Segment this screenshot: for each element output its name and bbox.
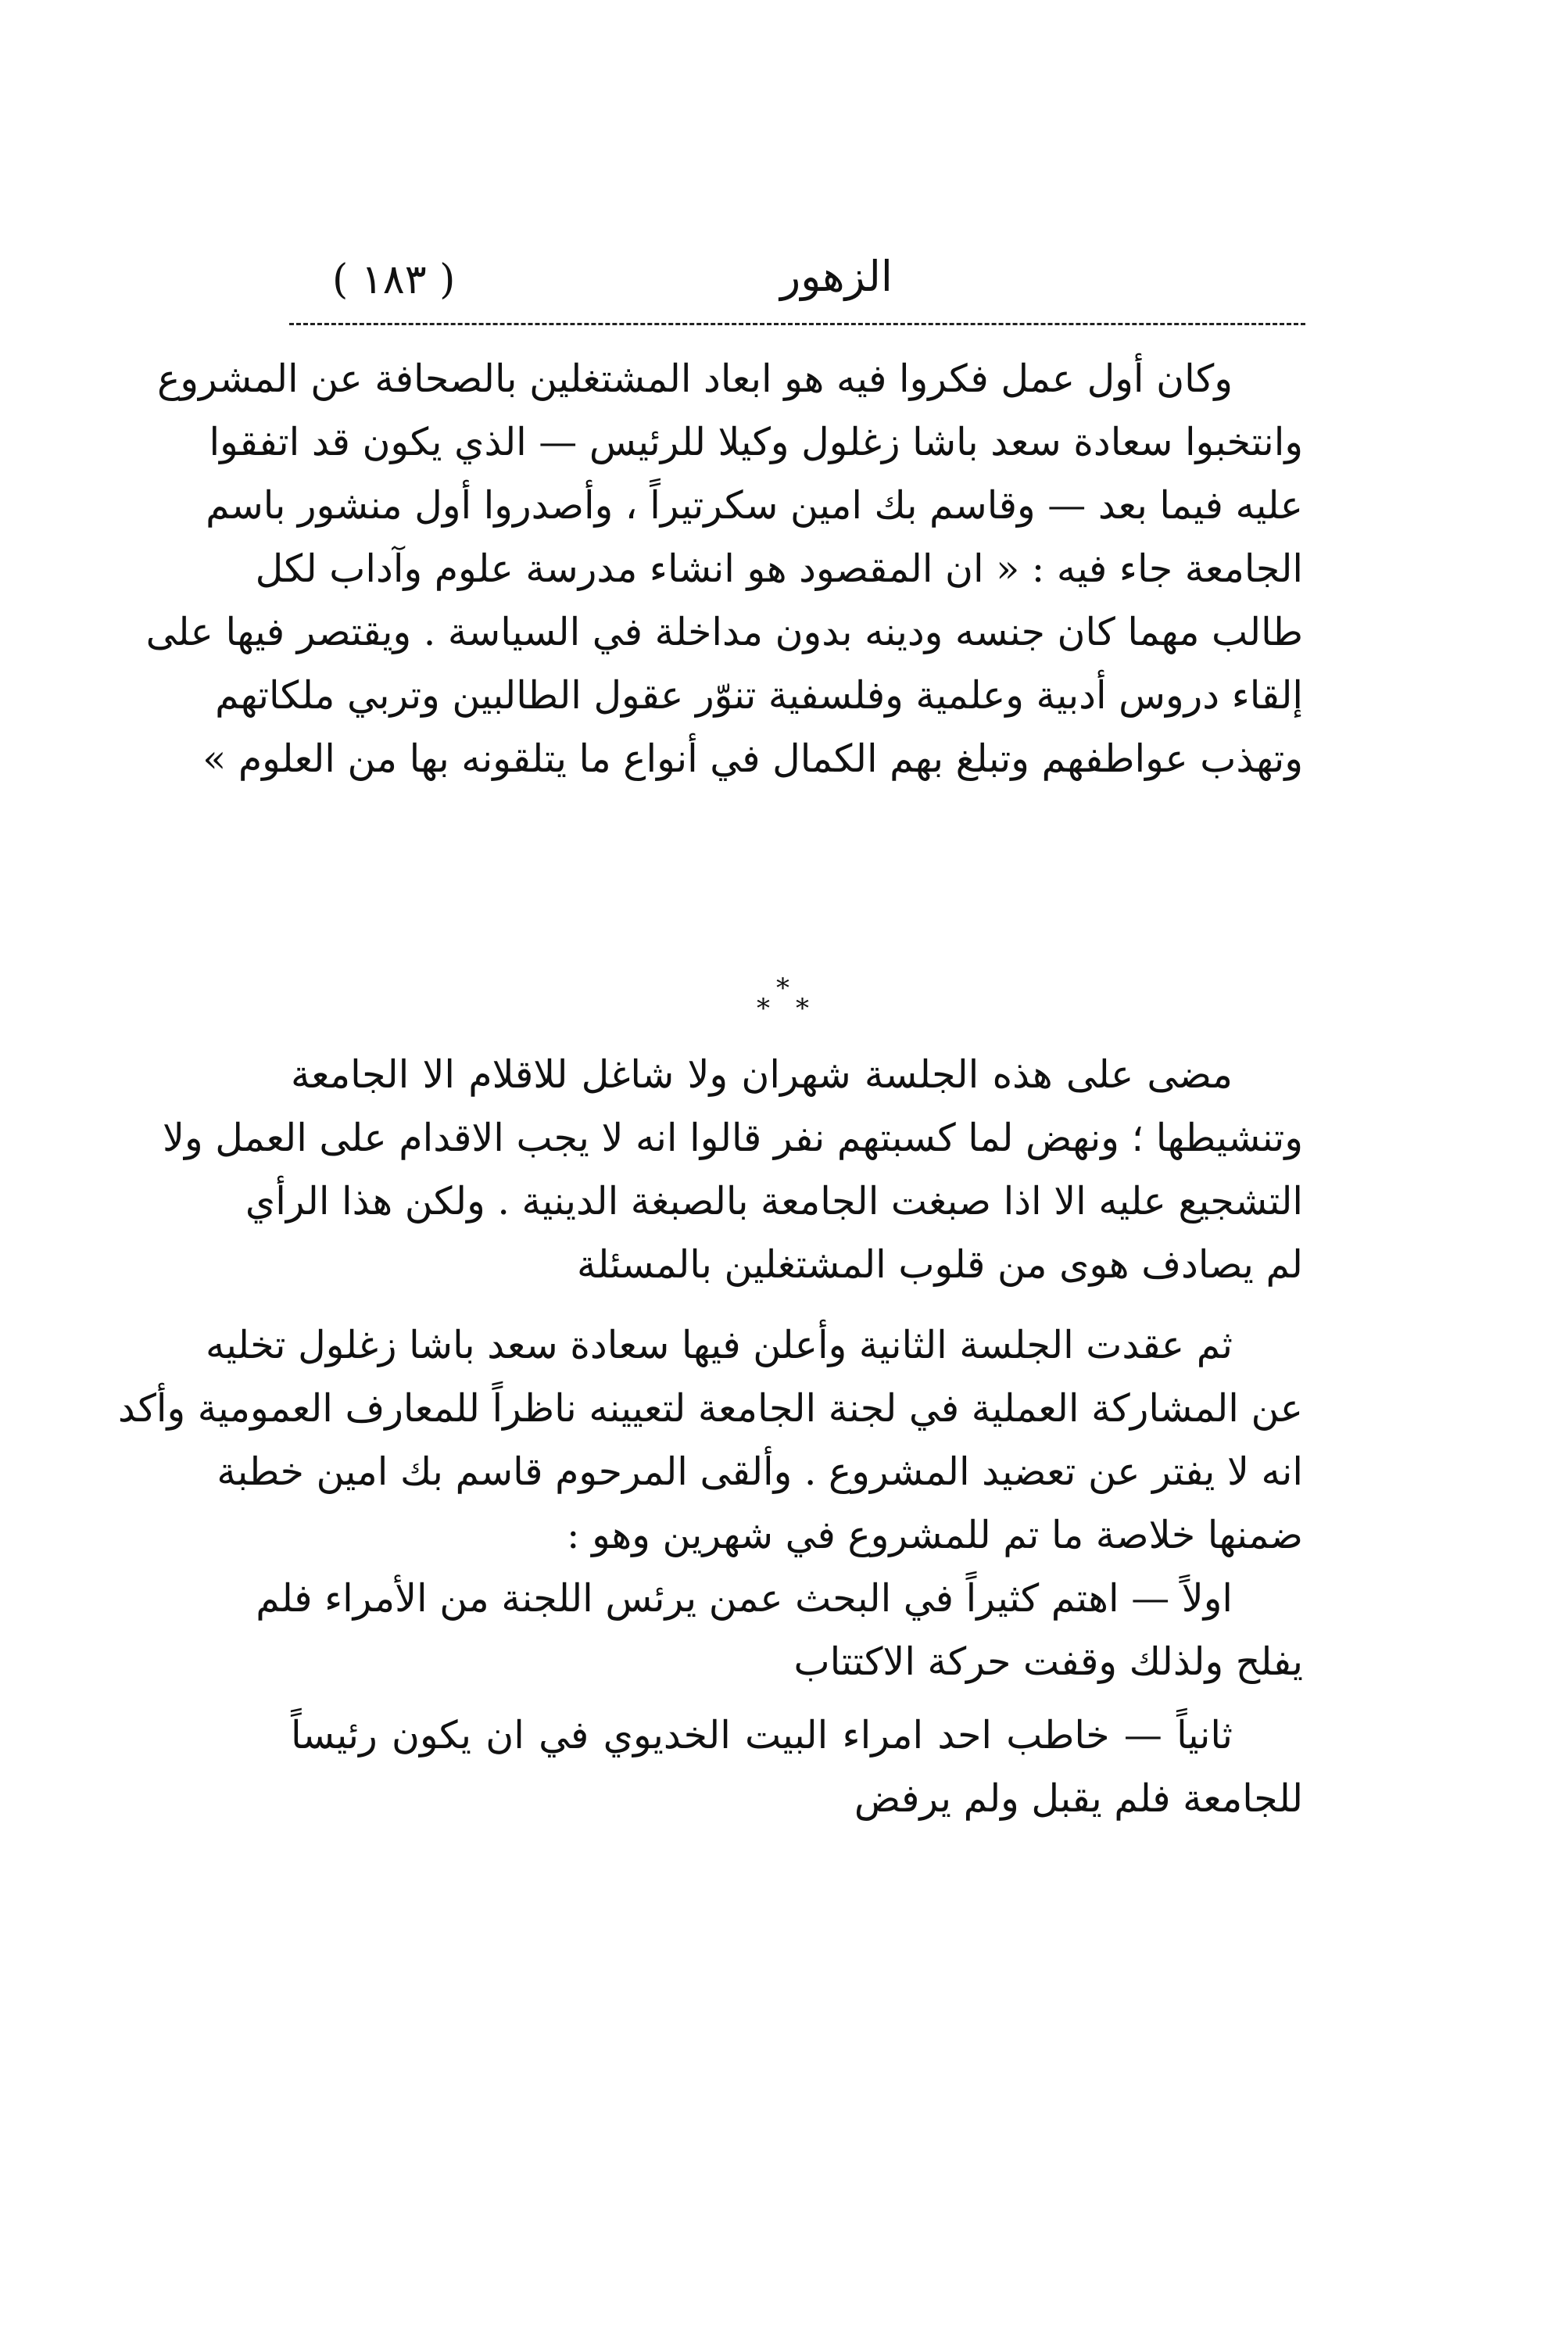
text-line: وتهذب عواطفهم وتبلغ بهم الكمال في أنواع ما يتلقونه بها من العلوم »: [202, 736, 1303, 781]
text-line: عن المشاركة العملية في لجنة الجامعة لتعيينه ناظراً للمعارف العمومية وأكد: [117, 1386, 1303, 1431]
text-line: اولاً — اهتم كثيراً في البحث عمن يرئس اللجنة من الأمراء فلم: [256, 1576, 1233, 1621]
running-title: الزهور: [780, 252, 893, 301]
text-line: انه لا يفتر عن تعضيد المشروع . وألقى المرحوم قاسم بك امين خطبة: [217, 1449, 1303, 1494]
text-line: يفلح ولذلك وقفت حركة الاكتتاب: [793, 1639, 1303, 1684]
text-line: مضى على هذه الجلسة شهران ولا شاغل للاقلام الا الجامعة: [291, 1052, 1233, 1097]
text-line: طالب مهما كان جنسه ودينه بدون مداخلة في السياسة . ويقتصر فيها على: [145, 610, 1303, 654]
divider-star: *: [776, 973, 789, 1004]
text-line: إلقاء دروس أدبية وعلمية وفلسفية تنوّر عقول الطالبين وتربي ملكاتهم: [215, 673, 1303, 718]
header-rule: [289, 323, 1305, 325]
text-line: ثم عقدت الجلسة الثانية وأعلن فيها سعادة سعد باشا زغلول تخليه: [205, 1323, 1233, 1367]
text-line: التشجيع عليه الا اذا صبغت الجامعة بالصبغة الدينية . ولكن هذا الرأي: [245, 1179, 1303, 1224]
divider-star: *: [757, 993, 770, 1024]
page-header: [289, 249, 1305, 319]
text-line: وانتخبوا سعادة سعد باشا زغلول وكيلا للرئيس — الذي يكون قد اتفقوا: [209, 420, 1303, 464]
text-line: عليه فيما بعد — وقاسم بك امين سكرتيراً ، وأصدروا أول منشور باسم: [206, 483, 1303, 528]
text-line: للجامعة فلم يقبل ولم يرفض: [854, 1776, 1303, 1821]
text-line: وكان أول عمل فكروا فيه هو ابعاد المشتغلين بالصحافة عن المشروع: [157, 357, 1233, 401]
text-line: ثانياً — خاطب احد امراء البيت الخديوي في ان يكون رئيساً: [291, 1713, 1233, 1757]
section-divider: [750, 975, 821, 1030]
text-line: وتنشيطها ؛ ونهض لما كسبتهم نفر قالوا انه لا يجب الاقدام على العمل ولا: [163, 1116, 1303, 1160]
text-line: لم يصادف هوى من قلوب المشتغلين بالمسئلة: [577, 1242, 1303, 1287]
text-line: الجامعة جاء فيه : « ان المقصود هو انشاء مدرسة علوم وآداب لكل: [255, 546, 1303, 591]
divider-star: *: [796, 993, 809, 1024]
text-line: ضمنها خلاصة ما تم للمشروع في شهرين وهو :: [566, 1513, 1303, 1557]
page-number: ( ١٨٣ ): [332, 256, 456, 303]
